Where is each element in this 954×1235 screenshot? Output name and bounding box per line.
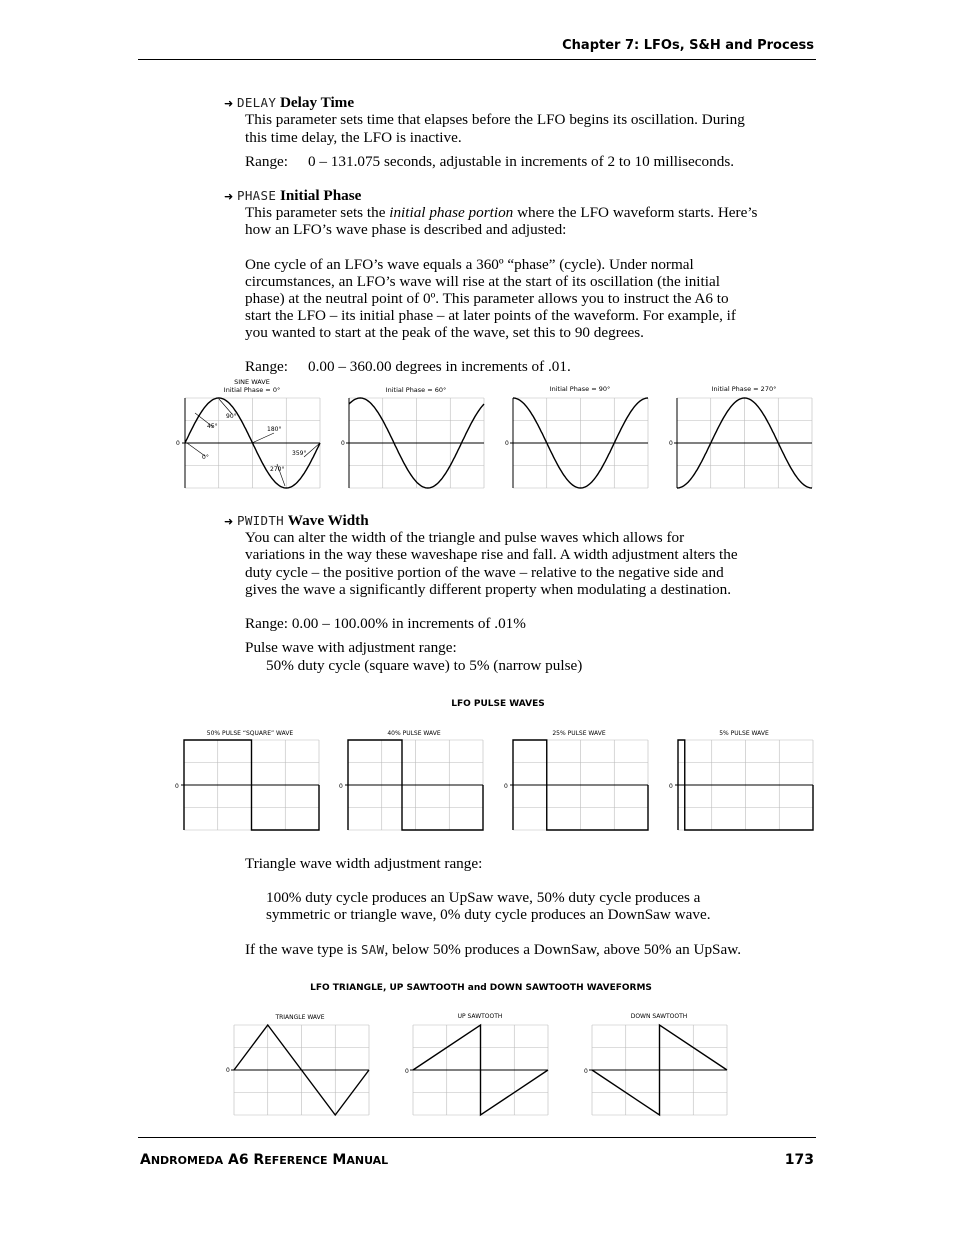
title-part: A6 R [223,1152,265,1168]
triangle-range-label: Triangle wave width adjustment range: [245,855,483,872]
bullet-arrow-icon: ➜ [224,97,234,110]
pwidth-range: Range: 0.00 – 100.00% in increments of .01% [245,615,526,632]
pulse-range-value: 50% duty cycle (square wave) to 5% (narrow pulse) [266,657,583,674]
pwidth-line-1: You can alter the width of the triangle and pulse waves which allows for [245,529,685,546]
phase-text-b: where the LFO waveform starts. Here’s [513,204,758,221]
pwidth-lcd-label: PWIDTH [237,513,284,528]
sine-fig4-zero: 0 [669,440,673,447]
phase-p2-line-2: circumstances, an LFO’s wave will rise at the start of its oscillation (the initial [245,273,720,290]
triangle-line-2: symmetric or triangle wave, 0% duty cycle produces an DownSaw wave. [266,906,711,923]
sine-fig3-title: Initial Phase = 90° [549,385,611,393]
sine-label-270deg: 270° [270,466,285,473]
downsaw-fig-title: DOWN SAWTOOTH [630,1013,688,1020]
phase-lcd-label: PHASE [237,188,277,203]
sine-label-180deg: 180° [267,426,282,433]
pwidth-line-2: variations in the way these waveshape rise and fall. A width adjustment alters the [245,546,738,563]
pulse-fig1-zero: 0 [175,783,179,790]
sine-label-0deg: 0° [202,454,209,461]
pulse-section-title: LFO PULSE WAVES [451,699,545,709]
title-part: ANUAL [346,1154,389,1167]
triangle-section-title: LFO TRIANGLE, UP SAWTOOTH and DOWN SAWTOOTH WAVEFORMS [310,983,652,993]
upsaw-fig-zero: 0 [405,1068,409,1075]
triangle-fig-zero: 0 [226,1067,230,1074]
sine-fig2-zero: 0 [341,440,345,447]
title-part: EFERENCE [264,1154,328,1167]
sine-label-359deg: 359° [292,450,307,457]
title-part: M [327,1152,347,1168]
sine-fig1-subtitle: Initial Phase = 0° [223,386,281,394]
delay-line-2: this time delay, the LFO is inactive. [245,129,462,146]
sine-fig1-title: SINE WAVE [234,378,270,386]
pwidth-title: Wave Width [287,512,369,529]
saw-text-a: If the wave type is [245,941,361,958]
sine-fig1-zero: 0 [176,440,180,447]
bullet-arrow-icon: ➜ [224,515,234,528]
phase-range-value: 0.00 – 360.00 degrees in increments of .01. [308,358,571,375]
pwidth-line-3: duty cycle – the positive portion of the wave – relative to the negative side and [245,564,724,581]
pulse-fig4-zero: 0 [669,783,673,790]
phase-emphasis: initial phase portion [389,204,514,221]
phase-title: Initial Phase [279,187,362,204]
pulse-fig2-title: 40% PULSE WAVE [387,730,441,737]
sine-fig3-zero: 0 [505,440,509,447]
title-part: A [140,1152,151,1168]
phase-p2-line-1: One cycle of an LFO’s wave equals a 360º “phase” (cycle). Under normal [245,256,694,273]
phase-p1-line-2: how an LFO’s wave phase is described and adjusted: [245,221,567,238]
phase-p2-line-4: start the LFO – its initial phase – at later points of the waveform. For example, if [245,307,736,324]
pulse-fig4-title: 5% PULSE WAVE [719,730,769,737]
bullet-arrow-icon: ➜ [224,190,234,203]
title-part: NDROMEDA [150,1154,224,1167]
sine-label-90deg: 90° [226,413,237,420]
pulse-fig3-zero: 0 [504,783,508,790]
footer-rule [138,1137,816,1138]
delay-line-1: This parameter sets time that elapses before the LFO begins its oscillation. During [245,111,745,128]
sine-fig2-title: Initial Phase = 60° [385,386,447,394]
delay-title: Delay Time [279,94,355,111]
saw-lcd-label: SAW [360,942,385,957]
phase-p2-line-3: phase) at the neutral point of 0º. This parameter allows you to instruct the A6 to [245,290,729,307]
sine-label-45deg: 45° [207,423,218,430]
pulse-fig3-title: 25% PULSE WAVE [552,730,606,737]
chapter-header: Chapter 7: LFOs, S&H and Process [562,38,814,53]
delay-range-label: Range: [245,153,289,170]
downsaw-fig-zero: 0 [584,1068,588,1075]
phase-text-a: This parameter sets the [245,204,390,221]
sine-fig4-title: Initial Phase = 270° [711,385,777,393]
triangle-line-1: 100% duty cycle produces an UpSaw wave, 50% duty cycle produces a [266,889,701,906]
phase-p2-line-5: you wanted to start at the peak of the wave, set this to 90 degrees. [245,324,644,341]
phase-range-label: Range: [245,358,289,375]
triangle-fig-title: TRIANGLE WAVE [275,1014,325,1021]
pwidth-line-4: gives the wave a significantly different property when modulating a destination. [245,581,732,598]
pulse-fig1-title: 50% PULSE “SQUARE” WAVE [206,730,294,737]
delay-lcd-label: DELAY [237,95,277,110]
manual-title [140,1152,388,1168]
upsaw-fig-title: UP SAWTOOTH [457,1013,503,1020]
page-number: 173 [784,1152,814,1168]
pulse-fig2-zero: 0 [339,783,343,790]
pulse-range-label: Pulse wave with adjustment range: [245,639,457,656]
saw-text-b: , below 50% produces a DownSaw, above 50% an UpSaw. [384,941,742,958]
delay-range-value: 0 – 131.075 seconds, adjustable in increments of 2 to 10 milliseconds. [308,153,735,170]
